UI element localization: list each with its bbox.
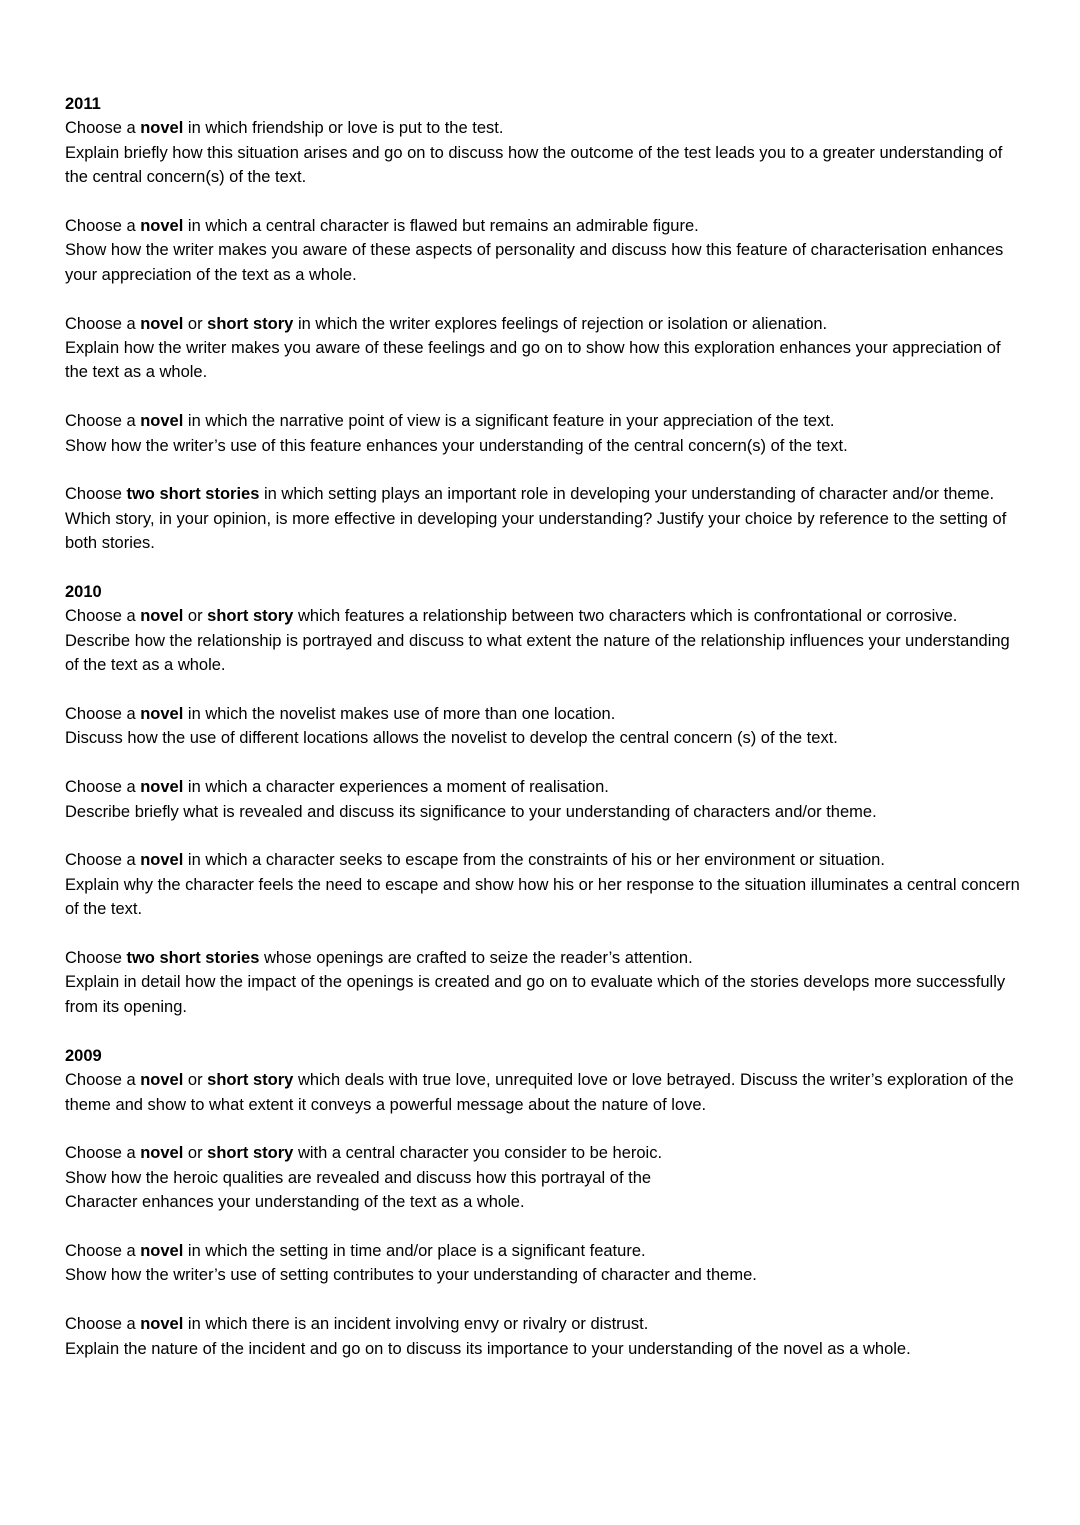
question-item [65,848,1020,921]
question-text: which features a relationship between two characters which is confrontational or corrosive. [293,607,958,626]
bold-text-type: novel [140,412,184,431]
question-text: Explain briefly how this situation arises and go on to discuss how the outcome of the test leads you to a greater understanding of the central concern(s) of the text. [65,143,1003,187]
question-line [65,726,1020,750]
question-line [65,629,1020,678]
year-heading: 2011 [65,95,101,113]
question-text: which deals with true love, unrequited love or love betrayed. Discuss the writer’s exploration of the theme and show to what extent it conveys a powerful message about the nature of love. [65,1071,1014,1114]
question-line [65,970,1020,1019]
question-line [65,1068,1020,1117]
bold-text-type: novel [140,851,184,870]
question-text: in which the narrative point of view is a significant feature in your appreciation of the text. [183,412,835,431]
question-text: Choose a [65,119,141,138]
year-section-2009 [65,1044,1020,1361]
bold-text-type: novel [140,1144,184,1163]
question-line [65,116,1020,140]
question-item [65,312,1020,385]
question-text: Choose a [65,1315,141,1334]
question-text: Which story, in your opinion, is more effective in developing your understanding? Justify your choice by reference to the setting of both stories. [65,509,1007,553]
question-item [65,1068,1020,1117]
question-item [65,702,1020,751]
question-line [65,434,1020,458]
question-text: in which setting plays an important role in developing your understanding of character and/or theme. [259,485,995,504]
question-text: with a central character you consider to be heroic. [293,1144,663,1163]
question-text: Show how the writer’s use of this feature enhances your understanding of the central concern(s) of the text. [65,436,848,455]
question-text: in which a character experiences a moment of realisation. [183,778,609,797]
bold-text-type: novel [140,778,184,797]
question-line [65,946,1020,970]
question-text: Choose a [65,412,141,431]
question-text: Show how the writer’s use of setting contributes to your understanding of character and theme. [65,1266,757,1285]
year-heading: 2010 [65,583,102,602]
question-item [65,775,1020,824]
question-text: Choose a [65,851,141,870]
question-text: in which the writer explores feelings of rejection or isolation or alienation. [293,314,828,333]
question-text: in which a character seeks to escape from the constraints of his or her environment or situation. [183,851,885,870]
question-line [65,800,1020,824]
question-line [65,775,1020,799]
question-line [65,873,1020,922]
question-text: Explain the nature of the incident and go on to discuss its importance to your understanding of the novel as a whole. [65,1339,911,1358]
question-text: Choose a [65,778,141,797]
bold-text-type: short story [207,1071,294,1090]
question-line [65,1337,1020,1361]
question-text: or [183,1071,208,1090]
question-item [65,1312,1020,1361]
question-text: Choose a [65,705,141,724]
question-text: Show how the heroic qualities are revealed and discuss how this portrayal of the [65,1168,652,1187]
question-text: Choose a [65,1144,141,1163]
question-item [65,214,1020,287]
question-text: in which there is an incident involving envy or rivalry or distrust. [183,1315,649,1334]
question-item [65,482,1020,555]
question-text: Explain in detail how the impact of the openings is created and go on to evaluate which of the stories develops more successfully from its opening. [65,973,1006,1016]
question-text: Choose a [65,1241,141,1260]
bold-text-type: novel [140,1071,184,1090]
question-text: Describe briefly what is revealed and discuss its significance to your understanding of characters and/or theme. [65,802,877,821]
question-line [65,312,1020,336]
question-text: Discuss how the use of different locations allows the novelist to develop the central concern (s) of the text. [65,729,838,748]
question-text: in which the novelist makes use of more than one location. [183,705,616,724]
question-text: or [183,1144,208,1163]
question-line [65,1312,1020,1336]
bold-text-type: novel [140,1315,184,1334]
bold-text-type: short story [207,1144,294,1163]
question-item [65,409,1020,458]
question-line [65,409,1020,433]
question-text: Choose a [65,217,141,236]
bold-text-type: novel [140,1241,184,1260]
bold-text-type: novel [140,607,184,626]
question-line [65,1166,1020,1190]
question-text: Describe how the relationship is portrayed and discuss to what extent the nature of the relationship influences your understanding of the text as a whole. [65,631,1010,675]
question-text: Explain why the character feels the need to escape and show how his or her response to the situation illuminates a central concern of the text. [65,875,1020,919]
bold-text-type: two short stories [126,485,260,504]
bold-text-type: novel [140,705,184,724]
question-item [65,116,1020,189]
question-text: Choose a [65,1071,141,1090]
question-line [65,1141,1020,1165]
question-text: in which friendship or love is put to the test. [183,119,504,138]
bold-text-type: short story [207,607,294,626]
bold-text-type: novel [140,217,184,236]
question-text: or [183,607,208,626]
question-text: Choose a [65,607,141,626]
question-text: Choose a [65,314,141,333]
question-text: Explain how the writer makes you aware of these feelings and go on to show how this exploration enhances your appreciation of the text as a whole. [65,339,1001,382]
year-heading: 2009 [65,1046,102,1065]
bold-text-type: novel [140,119,184,138]
question-text: in which a central character is flawed but remains an admirable figure. [183,217,699,236]
question-line [65,1239,1020,1263]
question-text: in which the setting in time and/or place is a significant feature. [183,1241,646,1260]
question-line [65,604,1020,628]
year-section-2010 [65,580,1020,1019]
question-line [65,1263,1020,1287]
year-section-2011 [65,92,1020,556]
question-item [65,604,1020,677]
question-line [65,238,1020,287]
question-text: Choose [65,949,127,968]
question-line [65,702,1020,726]
question-text: whose openings are crafted to seize the reader’s attention. [259,949,693,968]
question-text: Show how the writer makes you aware of these aspects of personality and discuss how this feature of characterisation enhances your appreciation of the text as a whole. [65,241,1004,284]
bold-text-type: novel [140,314,184,333]
question-item [65,1141,1020,1214]
question-line [65,214,1020,238]
question-item [65,1239,1020,1288]
question-line [65,1190,1020,1214]
question-line [65,848,1020,872]
question-text: Character enhances your understanding of the text as a whole. [65,1193,525,1212]
question-item [65,946,1020,1019]
bold-text-type: two short stories [126,949,260,968]
question-line [65,482,1020,506]
question-line [65,507,1020,556]
question-line [65,336,1020,385]
bold-text-type: short story [207,314,294,333]
question-text: or [183,314,208,333]
question-line [65,141,1020,190]
question-text: Choose [65,485,127,504]
